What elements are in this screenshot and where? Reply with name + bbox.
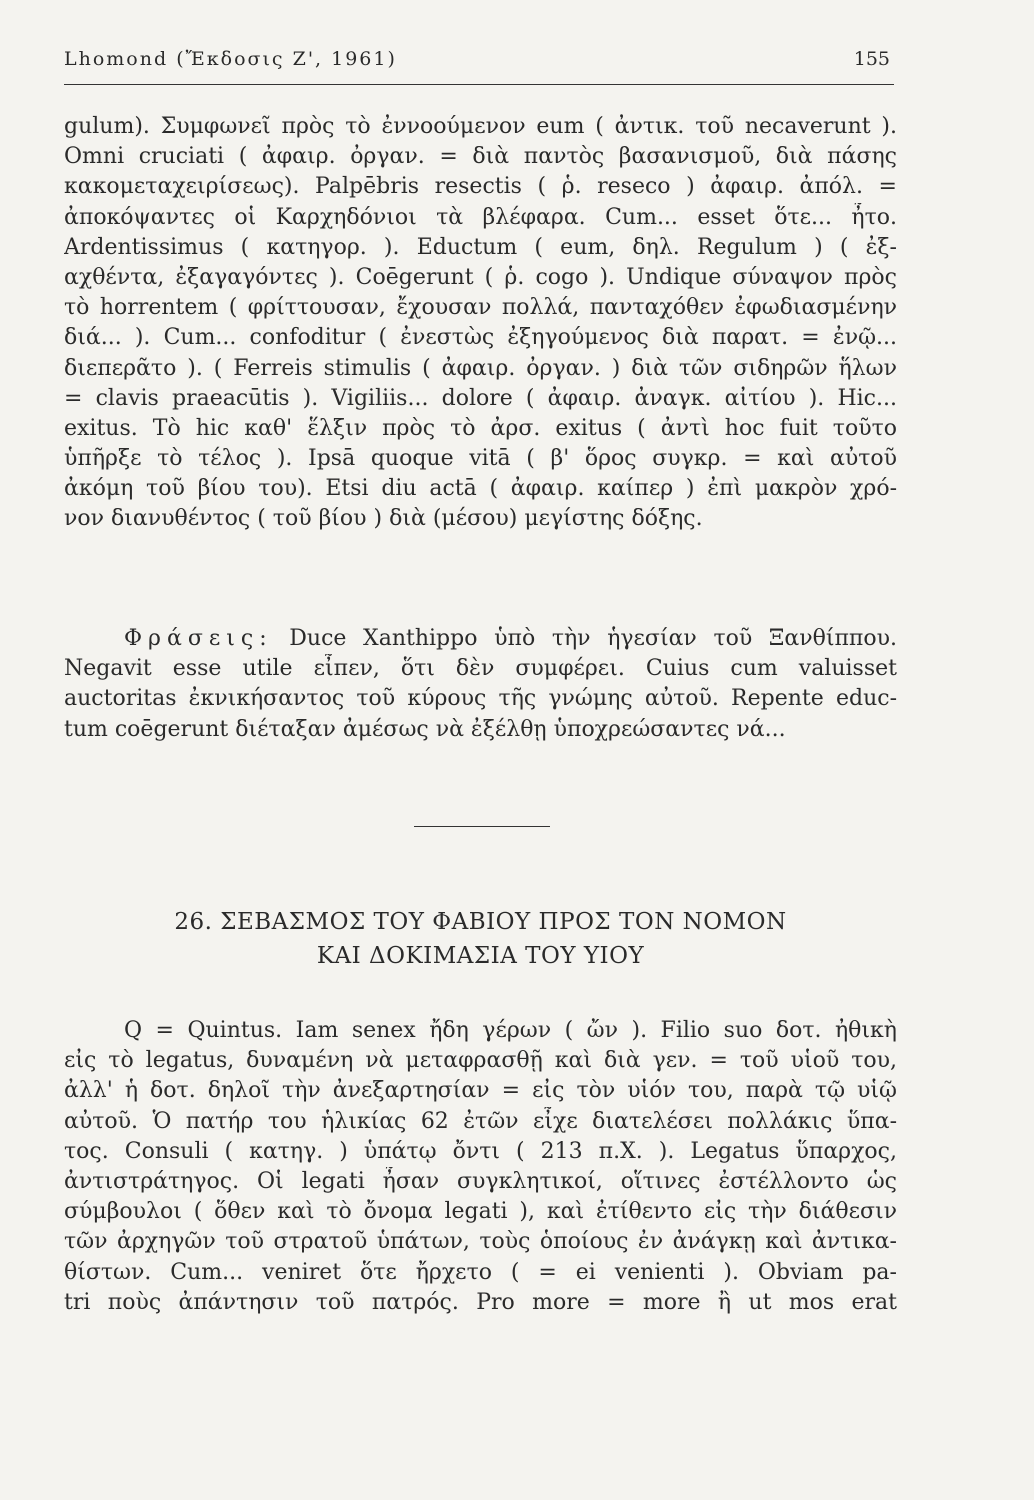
text-line: ἀποκόψαντες οἱ Καρχηδόνιοι τὰ βλέφαρα. Cum... esset ὅτε... ἦτο. [64, 204, 897, 230]
text-line: αχθέντα, ἐξαγαγόντες ). Coēgerunt ( ῥ. cogo ). Undique σύναψον πρὸς [64, 264, 897, 290]
phrases-label: Φράσεις: [124, 626, 273, 651]
text-line: Q = Quintus. Iam senex ἤδη γέρων ( ὤν ). Filio suo δοτ. ἠθικὴ [124, 1018, 897, 1043]
section-title-line-1: 26. ΣΕΒΑΣΜΟΣ ΤΟΥ ΦΑΒΙΟΥ ΠΡΟΣ ΤΟΝ ΝΟΜΟΝ [174, 909, 787, 935]
text-line: gulum). Συμφωνεῖ πρὸς τὸ ἐννοούμενον eum ( ἀντικ. τοῦ necaverunt ). [64, 114, 897, 139]
text-line: tri ποὺς ἀπάντησιν τοῦ πατρός. Pro more = more ἢ ut mos erat [64, 1289, 897, 1315]
text-line: = clavis praeacūtis ). Vigiliis... dolore ( ἀφαιρ. ἀναγκ. αἰτίου ). Hic... [64, 385, 897, 411]
section-title-line-2: ΚΑΙ ΔΟΚΙΜΑΣΙΑ ΤΟΥ ΥΙΟΥ [316, 943, 645, 969]
page-number: 155 [853, 48, 890, 70]
text-line: Ardentissimus ( κατηγορ. ). Eductum ( eum, δηλ. Regulum ) ( ἐξ- [64, 234, 897, 260]
phrases-first-line-text: Duce Xanthippo ὑπὸ τὴν ἡγεσίαν τοῦ Ξανθίππου. [289, 626, 897, 651]
section-divider [414, 826, 550, 827]
text-line: διεπερᾶτο ). ( Ferreis stimulis ( ἀφαιρ. ὀργαν. ) διὰ τῶν σιδηρῶν ἥλων [64, 355, 897, 381]
notes-paragraph [64, 112, 897, 535]
text-line: Negavit esse utile εἶπεν, ὅτι δὲν συμφέρει. Cuius cum valuisset [64, 656, 897, 682]
text-line: κακομεταχειρίσεως). Palpēbris resectis ( ῥ. reseco ) ἀφαιρ. ἀπόλ. = [64, 174, 897, 200]
text-line: τῶν ἀρχηγῶν τοῦ στρατοῦ ὑπάτων, τοὺς ὁποίους ἐν ἀνάγκῃ καὶ ἀντικα- [64, 1229, 897, 1255]
text-line: νον διανυθέντος ( τοῦ βίου ) διὰ (μέσου) μεγίστης δόξης. [64, 506, 703, 532]
text-line: exitus. Τὸ hic καθ' ἕλξιν πρὸς τὸ ἀρσ. exitus ( ἀντὶ hoc fuit τοῦτο [64, 415, 897, 441]
text-line: auctoritas ἐκνικήσαντος τοῦ κύρους τῆς γνώμης αὐτοῦ. Repente educ- [64, 686, 897, 712]
running-title: Lhomond (Ἔκδοσις Ζ', 1961) [64, 48, 397, 70]
text-line: ἀλλ' ἡ δοτ. δηλοῖ τὴν ἀνεξαρτησίαν = εἰς τὸν υἱόν του, παρὰ τῷ υἱῷ [64, 1078, 897, 1104]
text-line: τὸ horrentem ( φρίττουσαν, ἔχουσαν πολλά, πανταχόθεν ἐφωδιασμένην [64, 295, 897, 321]
text-line: τος. Consuli ( κατηγ. ) ὑπάτῳ ὄντι ( 213 π.Χ. ). Legatus ὕπαρχος, [64, 1138, 897, 1164]
text-line: tum coēgerunt διέταξαν ἀμέσως νὰ ἐξέλθῃ ὑποχρεώσαντες νά... [64, 716, 786, 742]
running-header [64, 44, 894, 85]
text-line: ἀντιστράτηγος. Οἱ legati ἦσαν συγκλητικοί, οἵτινες ἐστέλλοντο ὡς [64, 1168, 897, 1194]
text-line: εἰς τὸ legatus, δυναμένη νὰ μεταφρασθῇ καὶ διὰ γεν. = τοῦ υἱοῦ του, [64, 1048, 897, 1074]
text-line: Omni cruciati ( ἀφαιρ. ὀργαν. = διὰ παντὸς βασανισμοῦ, διὰ πάσης [64, 144, 897, 170]
text-line: διά... ). Cum... confoditur ( ἐνεστὼς ἐξηγούμενος διὰ παρατ. = ἐνῷ... [64, 325, 897, 351]
text-line: ὑπῆρξε τὸ τέλος ). Ipsā quoque vitā ( β' ὅρος συγκρ. = καὶ αὐτοῦ [64, 446, 897, 472]
text-line: σύμβουλοι ( ὅθεν καὶ τὸ ὄνομα legati ), καὶ ἐτίθεντο εἰς τὴν διάθεσιν [64, 1199, 897, 1225]
text-line: αὐτοῦ. Ὁ πατήρ του ἡλικίας 62 ἐτῶν εἶχε διατελέσει πολλάκις ὕπα- [64, 1108, 897, 1134]
phrases-first-line [64, 624, 897, 654]
text-line: ἀκόμη τοῦ βίου του). Etsi diu actā ( ἀφαιρ. καίπερ ) ἐπὶ μακρὸν χρό- [64, 476, 897, 502]
phrases-paragraph [64, 624, 897, 745]
section-paragraph [64, 1016, 897, 1318]
text-line: θίστων. Cum... veniret ὅτε ἤρχετο ( = ei venienti ). Obviam pa- [64, 1259, 897, 1285]
